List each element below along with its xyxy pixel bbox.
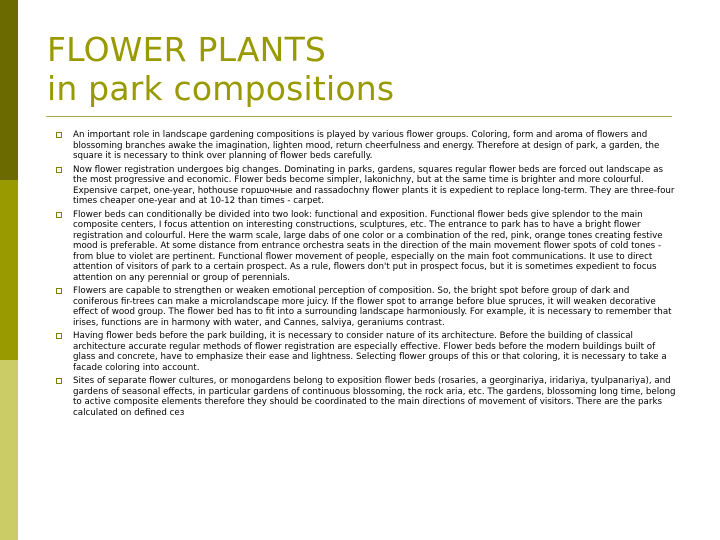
list-item-text: Flowers are capable to strengthen or weaken emotional perception of composition. So, the bright spot before group of dark and coniferous fir-trees can make a microlandscape more juicy. If the flower spot to arrange before blue spruces, it will weaken decorative effect of wood group. The flower bed has to fit into a surrounding landscape harmoniously. For example, it is necessary to remember that irises, functions are in harmony with water, and Cannes, salviya, geraniums contrast. (73, 286, 672, 328)
side-accent-bar-dark (0, 0, 18, 180)
side-accent-bar-light (0, 360, 18, 540)
square-bullet-icon (56, 288, 62, 294)
list-item-text: Flower beds can conditionally be divided into two look: functional and exposition. Functional flower beds give splendor to the main composite centers, I focus attention on interesting constructions, sculptures, etc. The entrance to park has to have a bright flower registration and colourful. Here the warm scale, large dabs of one color or a combination of the red, pink, orange tones creating festive mood is preferable. At some distance from entrance orchestra seats in the direction of the main movement flower spots of cold tones - from blue to violet are pertinent. Functional flower movement of people, especially on the main foot communications. It use to direct attention of visitors of park to a certain prospect. As a rule, flowers don't put in prospect focus, but it is sometimes expedient to focus attention on any perennial or group of perennials. (73, 209, 663, 283)
square-bullet-icon (56, 132, 62, 138)
slide-title-line-1: FLOWER PLANTS (47, 30, 327, 69)
slide-title-line-2: in park compositions (47, 69, 395, 108)
square-bullet-icon (56, 378, 62, 384)
slide-title (47, 30, 394, 108)
list-item-text: Sites of separate flower cultures, or monogardens belong to exposition flower beds (rosaries, a georginariya, iridariya, tyulpanariya), and gardens of seasonal effects, in particular gardens of continuous blossoming, the rock aria, etc. The gardens, blossoming long time, belong to active composite elements therefore they should be coordinated to the main directions of movement of visitors. There are the parks calculated on defined сез (73, 376, 676, 418)
bullet-list (56, 130, 676, 421)
list-item (56, 210, 676, 284)
square-bullet-icon (56, 212, 62, 218)
list-item (56, 130, 676, 162)
square-bullet-icon (56, 167, 62, 173)
list-item (56, 331, 676, 373)
list-item (56, 376, 676, 418)
side-accent-bar-mid (0, 180, 18, 360)
list-item-text: Having flower beds before the park building, it is necessary to consider nature of its architecture. Before the building of classical architecture accurate regular methods of flower registration are especially effective. Flower beds before the modern buildings built of glass and concrete, have to emphasize their ease and lightness. Selecting flower groups of this or that coloring, it is necessary to take a facade coloring into account. (73, 331, 667, 373)
title-divider (46, 116, 672, 117)
square-bullet-icon (56, 333, 62, 339)
list-item (56, 165, 676, 207)
list-item-text: An important role in landscape gardening compositions is played by various flower groups. Coloring, form and aroma of flowers and blossoming branches awake the imagination, lighten mood, return cheerfulness and energy. Therefore at design of park, a garden, the square it is necessary to think over planning of flower beds carefully. (73, 130, 660, 161)
list-item (56, 286, 676, 328)
list-item-text: Now flower registration undergoes big changes. Dominating in parks, gardens, squares regular flower beds are forced out landscape as the most progressive and economic. Flower beds become simpler, lakonichny, but at the same time is brighter and more colourful. Expensive carpet, one-year, hothouse горшочные and rassadochny flower plants it is expedient to replace long-term. They are three-four times cheaper one-year and at 10-12 than times - carpet. (73, 164, 675, 206)
